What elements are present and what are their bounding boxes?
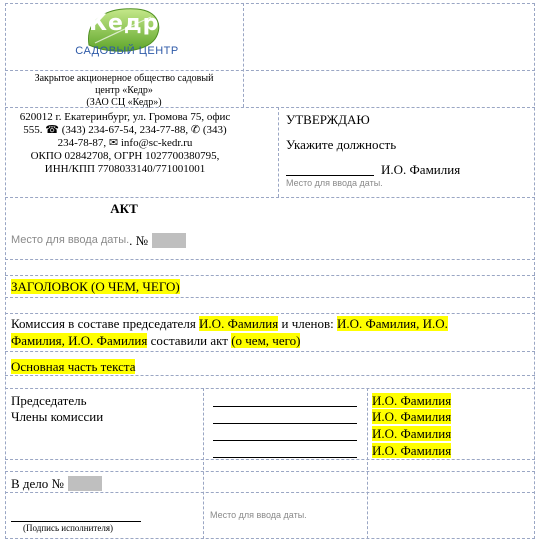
company-name-line: Закрытое акционерное общество садовый — [34, 73, 214, 84]
company-name-line: (ЗАО СЦ «Кедр») — [86, 97, 162, 108]
signature-name[interactable] — [372, 393, 451, 408]
logo-sub-text: САДОВЫЙ ЦЕНТР — [75, 45, 179, 57]
signature-caption: (Подпись исполнителя) — [23, 523, 113, 533]
grid-line — [5, 388, 535, 389]
grid-line — [5, 351, 535, 352]
commission-compiled: составили акт — [150, 333, 228, 348]
grid-line — [5, 492, 535, 493]
company-name-line: центр «Кедр» — [95, 85, 153, 96]
document-page — [5, 3, 535, 539]
address-line: 555. ☎ (343) 234-67-54, 234-77-88, ✆ (343) — [23, 124, 227, 136]
signature-name[interactable] — [372, 443, 451, 458]
approve-title: УТВЕРЖДАЮ — [286, 112, 370, 127]
main-text[interactable] — [11, 359, 135, 374]
address-line: ИНН/КПП 7708033140/771001001 — [44, 163, 206, 175]
grid-line — [5, 197, 535, 198]
signature-line — [213, 423, 357, 424]
grid-line — [5, 313, 535, 314]
company-logo — [67, 5, 187, 67]
main-text-field[interactable]: Основная часть текста — [11, 359, 136, 374]
commission-line-1 — [11, 315, 531, 332]
approve-name[interactable]: И.О. Фамилия — [381, 162, 461, 177]
file-number-field[interactable] — [68, 476, 102, 491]
grid-line — [5, 70, 535, 71]
address-line: 234-78-87, ✉ info@sc-kedr.ru — [57, 137, 193, 149]
act-date-row — [11, 232, 186, 248]
grid-line — [5, 375, 535, 376]
heading-text[interactable]: ЗАГОЛОВОК (О ЧЕМ, ЧЕГО) — [11, 279, 180, 294]
about-field[interactable]: (о чем, чего) — [231, 333, 301, 348]
act-date-field[interactable]: Место для ввода даты. — [11, 234, 130, 246]
commission-line-2 — [11, 332, 531, 349]
approve-position[interactable]: Укажите должность — [286, 137, 397, 152]
address-line: 620012 г. Екатеринбург, ул. Громова 75, офис — [19, 111, 231, 123]
grid-line — [5, 297, 535, 298]
act-number-field[interactable] — [152, 233, 186, 248]
signature-name[interactable] — [372, 409, 451, 424]
grid-line — [5, 275, 535, 276]
signature-name-text[interactable]: И.О. Фамилия — [372, 443, 452, 458]
grid-line — [278, 107, 279, 197]
act-number-label: . № — [129, 232, 149, 248]
signature-name-text[interactable]: И.О. Фамилия — [372, 409, 452, 424]
address-line: ОКПО 02842708, ОГРН 1027700380795, — [30, 150, 220, 162]
grid-line — [203, 388, 204, 539]
company-address — [7, 111, 243, 176]
signature-line — [213, 457, 357, 458]
act-heading[interactable] — [11, 279, 180, 294]
commission-intro: Комиссия в составе председателя — [11, 316, 196, 331]
members-label: Члены комиссии — [11, 409, 104, 424]
signature-name[interactable] — [372, 426, 451, 441]
approve-date-field[interactable]: Место для ввода даты. — [286, 178, 383, 188]
signature-name-text[interactable]: И.О. Фамилия — [372, 393, 452, 408]
grid-line — [5, 471, 535, 472]
commission-and-members: и членов: — [281, 316, 334, 331]
signature-line — [213, 440, 357, 441]
grid-line — [5, 459, 535, 460]
commission-text — [11, 315, 531, 349]
to-file-label: В дело № — [11, 475, 64, 491]
members-field-cont[interactable]: Фамилия, И.О. Фамилия — [11, 333, 148, 348]
act-title: АКТ — [110, 201, 138, 216]
to-file-row — [11, 475, 102, 491]
signature-line — [213, 406, 357, 407]
signature-line — [286, 175, 374, 176]
footer-date-field[interactable]: Место для ввода даты. — [210, 510, 307, 520]
grid-line — [5, 259, 535, 260]
members-field[interactable]: И.О. Фамилия, И.О. — [336, 316, 448, 331]
chair-label: Председатель — [11, 393, 87, 408]
signature-line — [11, 521, 141, 522]
company-name — [7, 73, 241, 109]
chair-name-field[interactable]: И.О. Фамилия — [199, 316, 279, 331]
grid-line — [367, 388, 368, 539]
grid-line — [243, 3, 244, 107]
logo-main-text: Кедр — [89, 11, 160, 36]
signature-name-text[interactable]: И.О. Фамилия — [372, 426, 452, 441]
